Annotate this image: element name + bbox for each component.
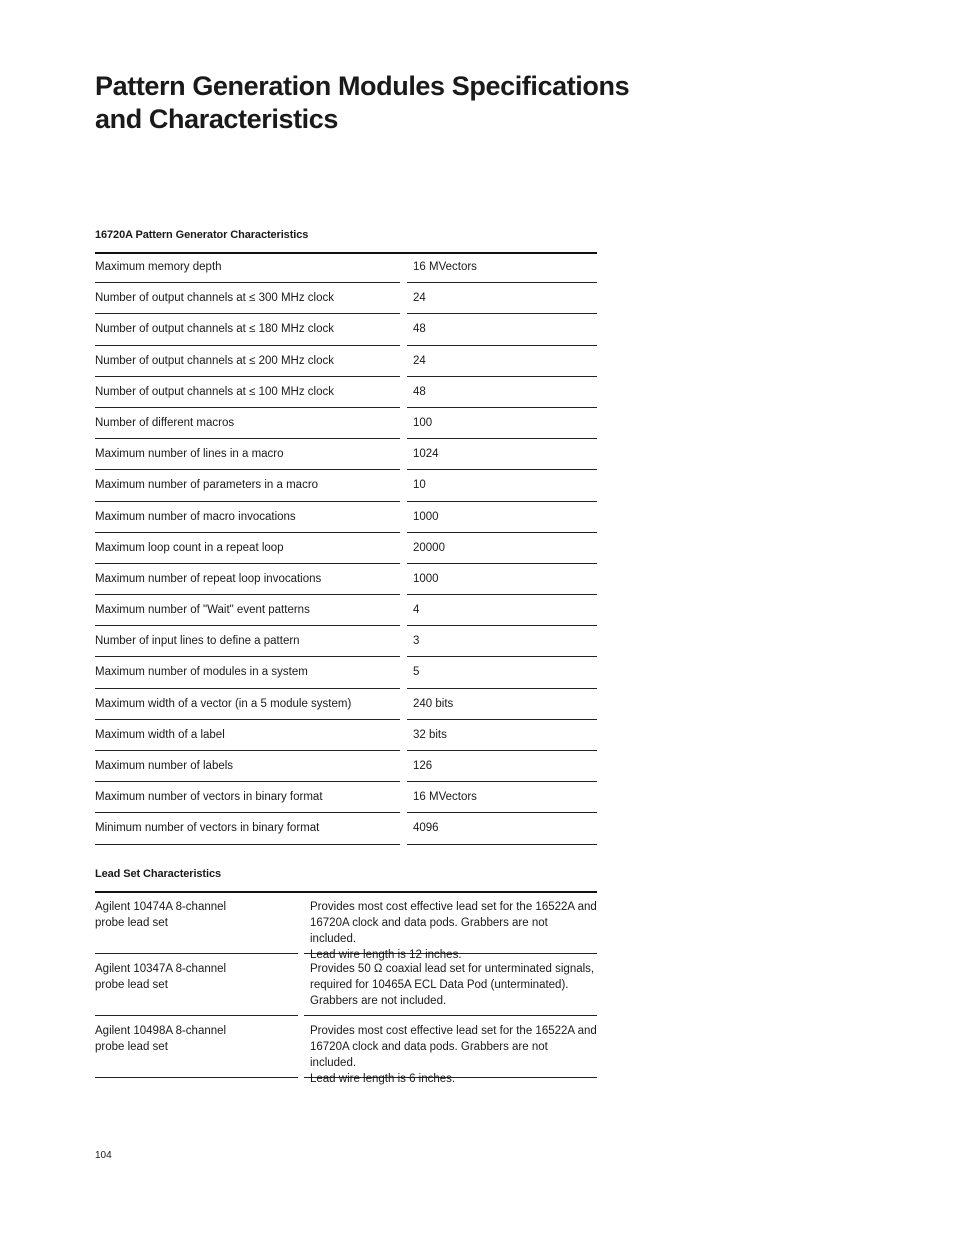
description-line: 16720A clock and data pods. Grabbers are not included.: [310, 1041, 548, 1069]
table-row: [95, 314, 597, 345]
row-value: 10: [407, 470, 597, 501]
lead-set-name: [95, 892, 298, 954]
lead-set-description: [304, 1016, 597, 1085]
page-title-line-2: and Characteristics: [95, 104, 339, 134]
row-label: Minimum number of vectors in binary format: [95, 813, 400, 844]
table-row: [95, 626, 597, 657]
lead-set-name: [95, 1016, 298, 1078]
row-label: Maximum number of vectors in binary format: [95, 782, 400, 813]
row-label: Maximum number of lines in a macro: [95, 439, 400, 470]
table-row: [95, 564, 597, 595]
row-value: 100: [407, 408, 597, 439]
row-label: Maximum loop count in a repeat loop: [95, 533, 400, 564]
row-label: Number of output channels at ≤ 200 MHz clock: [95, 346, 400, 377]
row-label: Maximum number of labels: [95, 751, 400, 782]
table-row: [95, 689, 597, 720]
description-line: Lead wire length is 12 inches.: [310, 949, 462, 961]
row-value: 1024: [407, 439, 597, 470]
row-label: Maximum number of parameters in a macro: [95, 470, 400, 501]
table-row: [95, 751, 597, 782]
lead-table: [95, 892, 597, 1085]
row-value: 5: [407, 657, 597, 688]
lead-set-name-line: Agilent 10474A 8-channel: [95, 901, 227, 913]
description-line: 16720A clock and data pods. Grabbers are not included.: [310, 917, 548, 945]
lead-set-description: [304, 954, 597, 1016]
row-value: 16 MVectors: [407, 782, 597, 813]
row-value: 126: [407, 751, 597, 782]
table-row: [95, 954, 597, 1016]
description-line: Lead wire length is 6 inches.: [310, 1073, 456, 1085]
lead-set-name-line: Agilent 10347A 8-channel: [95, 963, 227, 975]
table-row: [95, 533, 597, 564]
lead-table-caption: Lead Set Characteristics: [95, 868, 221, 880]
row-label: Maximum number of "Wait" event patterns: [95, 595, 400, 626]
row-label: Maximum number of repeat loop invocations: [95, 564, 400, 595]
row-value: 24: [407, 283, 597, 314]
table-row: [95, 782, 597, 813]
table-row: [95, 252, 597, 283]
table-row: [95, 595, 597, 626]
row-value: 240 bits: [407, 689, 597, 720]
row-label: Number of input lines to define a pattern: [95, 626, 400, 657]
table-row: [95, 720, 597, 751]
table-row: [95, 283, 597, 314]
table-row: [95, 346, 597, 377]
table-row: [95, 892, 597, 961]
lead-set-name-line: probe lead set: [95, 979, 168, 991]
row-label: Maximum number of modules in a system: [95, 657, 400, 688]
row-label: Maximum number of macro invocations: [95, 502, 400, 533]
table-row: [95, 657, 597, 688]
table-row: [95, 813, 597, 844]
description-line: Provides most cost effective lead set for the 16522A and: [310, 1025, 597, 1037]
description-line: Provides 50 Ω coaxial lead set for unterminated signals,: [310, 963, 595, 975]
row-value: 3: [407, 626, 597, 657]
lead-set-name-line: probe lead set: [95, 1041, 168, 1053]
row-value: 48: [407, 377, 597, 408]
page-title-line-1: Pattern Generation Modules Specifications: [95, 71, 630, 101]
row-label: Maximum memory depth: [95, 252, 400, 283]
row-value: 4096: [407, 813, 597, 844]
lead-set-name-line: probe lead set: [95, 917, 168, 929]
row-label: Number of output channels at ≤ 180 MHz clock: [95, 314, 400, 345]
row-label: Number of output channels at ≤ 300 MHz clock: [95, 283, 400, 314]
page-title: [95, 70, 655, 136]
row-value: 48: [407, 314, 597, 345]
table-row: [95, 1016, 597, 1085]
row-value: 20000: [407, 533, 597, 564]
row-value: 16 MVectors: [407, 252, 597, 283]
spec-table-caption: 16720A Pattern Generator Characteristics: [95, 229, 309, 241]
row-value: 1000: [407, 502, 597, 533]
table-row: [95, 502, 597, 533]
row-label: Number of different macros: [95, 408, 400, 439]
description-line: required for 10465A ECL Data Pod (unterminated).: [310, 979, 569, 991]
row-label: Maximum width of a label: [95, 720, 400, 751]
table-row: [95, 408, 597, 439]
table-row: [95, 377, 597, 408]
row-value: 4: [407, 595, 597, 626]
lead-set-description: [304, 892, 597, 961]
row-label: Maximum width of a vector (in a 5 module system): [95, 689, 400, 720]
description-line: Grabbers are not included.: [310, 995, 447, 1007]
row-value: 1000: [407, 564, 597, 595]
row-label: Number of output channels at ≤ 100 MHz clock: [95, 377, 400, 408]
lead-set-name-line: Agilent 10498A 8-channel: [95, 1025, 227, 1037]
table-row: [95, 439, 597, 470]
lead-set-name: [95, 954, 298, 1016]
description-line: Provides most cost effective lead set for the 16522A and: [310, 901, 597, 913]
row-value: 24: [407, 346, 597, 377]
table-row: [95, 470, 597, 501]
spec-table: [95, 252, 597, 845]
page-number: 104: [95, 1150, 112, 1161]
row-value: 32 bits: [407, 720, 597, 751]
